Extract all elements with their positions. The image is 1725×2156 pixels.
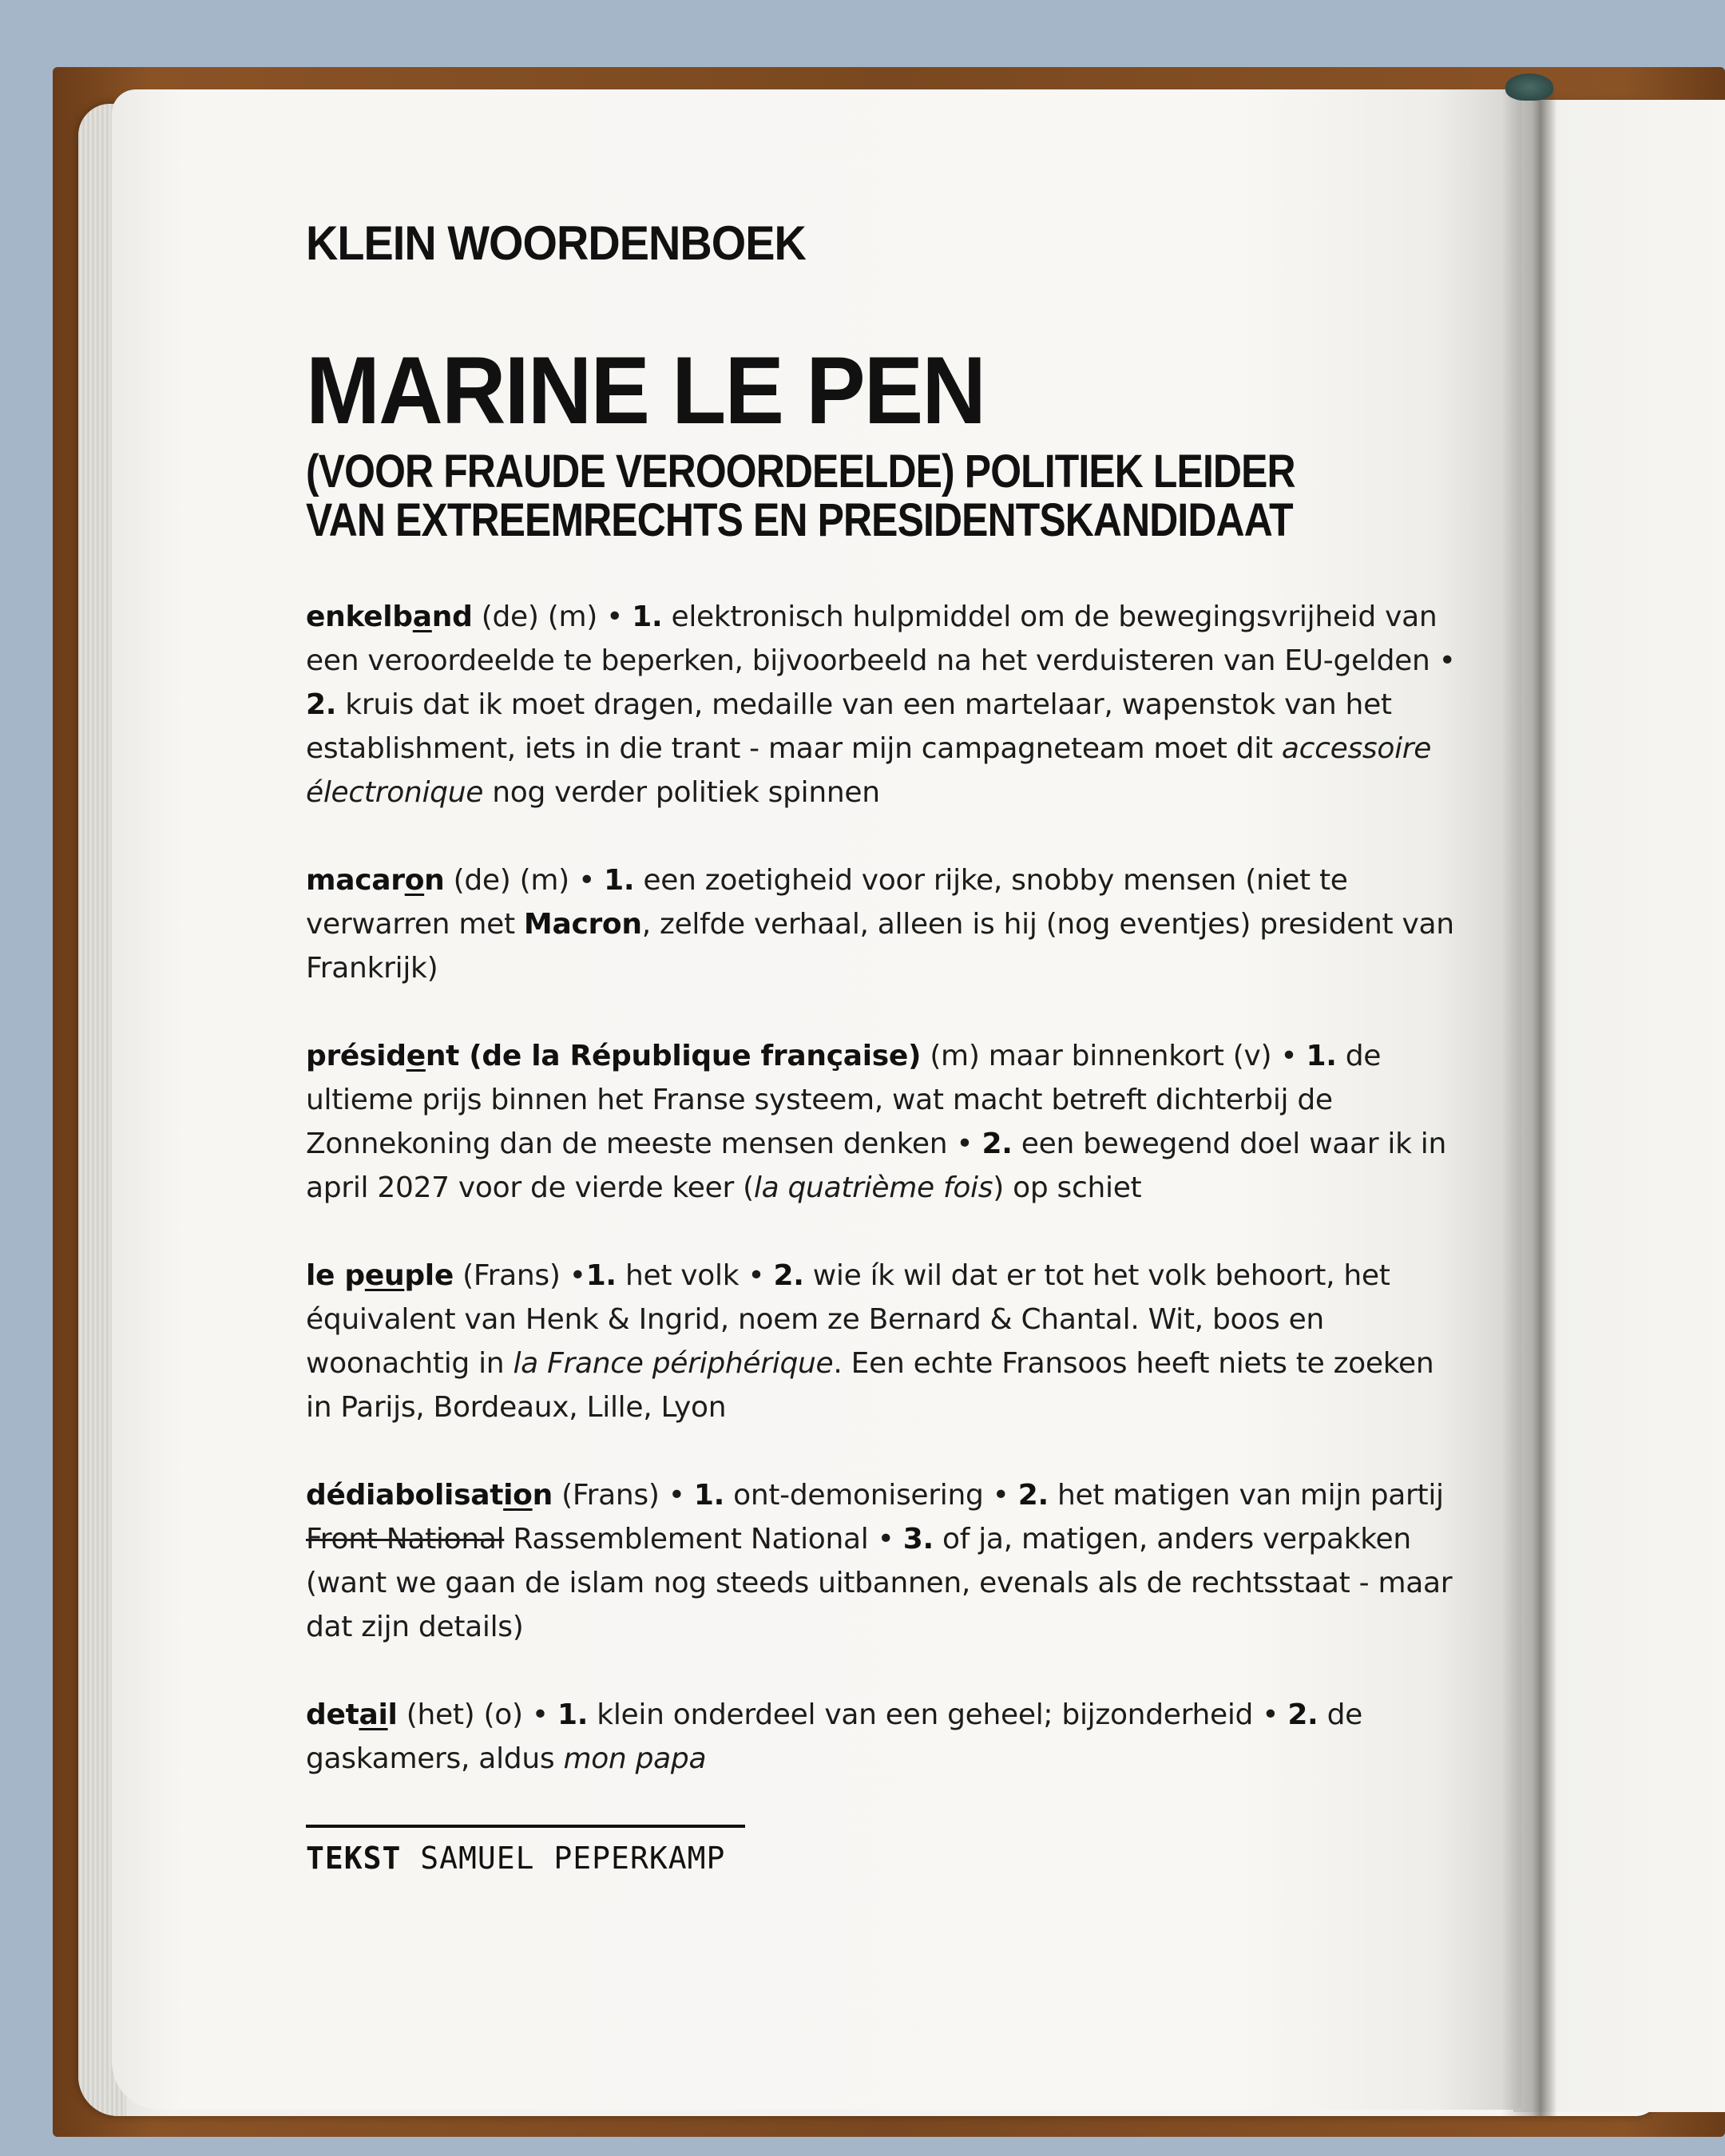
entry-president: président (de la République française) (m) maar binnenkort (v) • 1. de ultieme prijs binnen het Franse systeem, wat macht betreft dichterbij de Zonnekoning dan de meeste mensen denken • 2. een bewegend doel waar ik in april 2027 voor de vierde keer (la quatrième fois) op schiet	[306, 1039, 1447, 1204]
headword: enkelband	[306, 600, 473, 633]
section-kicker: KLEIN WOORDENBOEK	[306, 216, 806, 270]
headword: dédiabolisation	[306, 1478, 553, 1512]
dictionary-entries	[306, 595, 1456, 1781]
author-credit	[306, 1841, 1456, 1876]
bookmark-ribbon	[1505, 73, 1553, 101]
headword: président (de la République française)	[306, 1039, 922, 1072]
entry-macaron: macaron (de) (m) • 1. een zoetigheid voor rijke, snobby mensen (niet te verwarren met Macron, zelfde verhaal, alleen is hij (nog eventjes) president van Frankrijk)	[306, 863, 1454, 985]
entry-detail: detail (het) (o) • 1. klein onderdeel van een geheel; bijzonderheid • 2. de gaskamers, aldus mon papa	[306, 1698, 1362, 1775]
entry-le-peuple: le peuple (Frans) •1. het volk • 2. wie ík wil dat er tot het volk behoort, het équivalent van Henk & Ingrid, noem ze Bernard & Chantal. Wit, boos en woonachtig in la France périphérique. Een echte Fransoos heeft niets te zoeken in Parijs, Bordeaux, Lille, Lyon	[306, 1258, 1434, 1424]
page-content	[306, 216, 1456, 1876]
credit-label: TEKST	[306, 1840, 402, 1876]
credit-divider	[306, 1825, 745, 1828]
subtitle-line-1: (VOOR FRAUDE VEROORDEELDE) POLITIEK LEIDER	[306, 446, 1295, 497]
page-subtitle	[306, 448, 1295, 545]
subtitle-line-2: VAN EXTREEMRECHTS EN PRESIDENTSKANDIDAAT	[306, 493, 1293, 546]
headword: detail	[306, 1698, 398, 1731]
headword: le peuple	[306, 1258, 454, 1292]
page-title: MARINE LE PEN	[306, 337, 985, 444]
entry-dediabolisation: dédiabolisation (Frans) • 1. ont-demonisering • 2. het matigen van mijn partij Front National Rassemblement National • 3. of ja, matigen, anders verpakken (want we gaan de islam nog steeds uitbannen, evenals als de rechtsstaat - maar dat zijn details)	[306, 1478, 1453, 1643]
credit-name: SAMUEL PEPERKAMP	[420, 1840, 726, 1876]
entry-enkelband: enkelband (de) (m) • 1. elektronisch hulpmiddel om de bewegingsvrijheid van een veroordeelde te beperken, bijvoorbeeld na het verduisteren van EU-gelden • 2. kruis dat ik moet dragen, medaille van een martelaar, wapenstok van het establishment, iets in die trant - maar mijn campagneteam moet dit accessoire électronique nog verder politiek spinnen	[306, 600, 1456, 809]
headword: macaron	[306, 863, 445, 897]
book-gutter	[1501, 88, 1557, 2116]
